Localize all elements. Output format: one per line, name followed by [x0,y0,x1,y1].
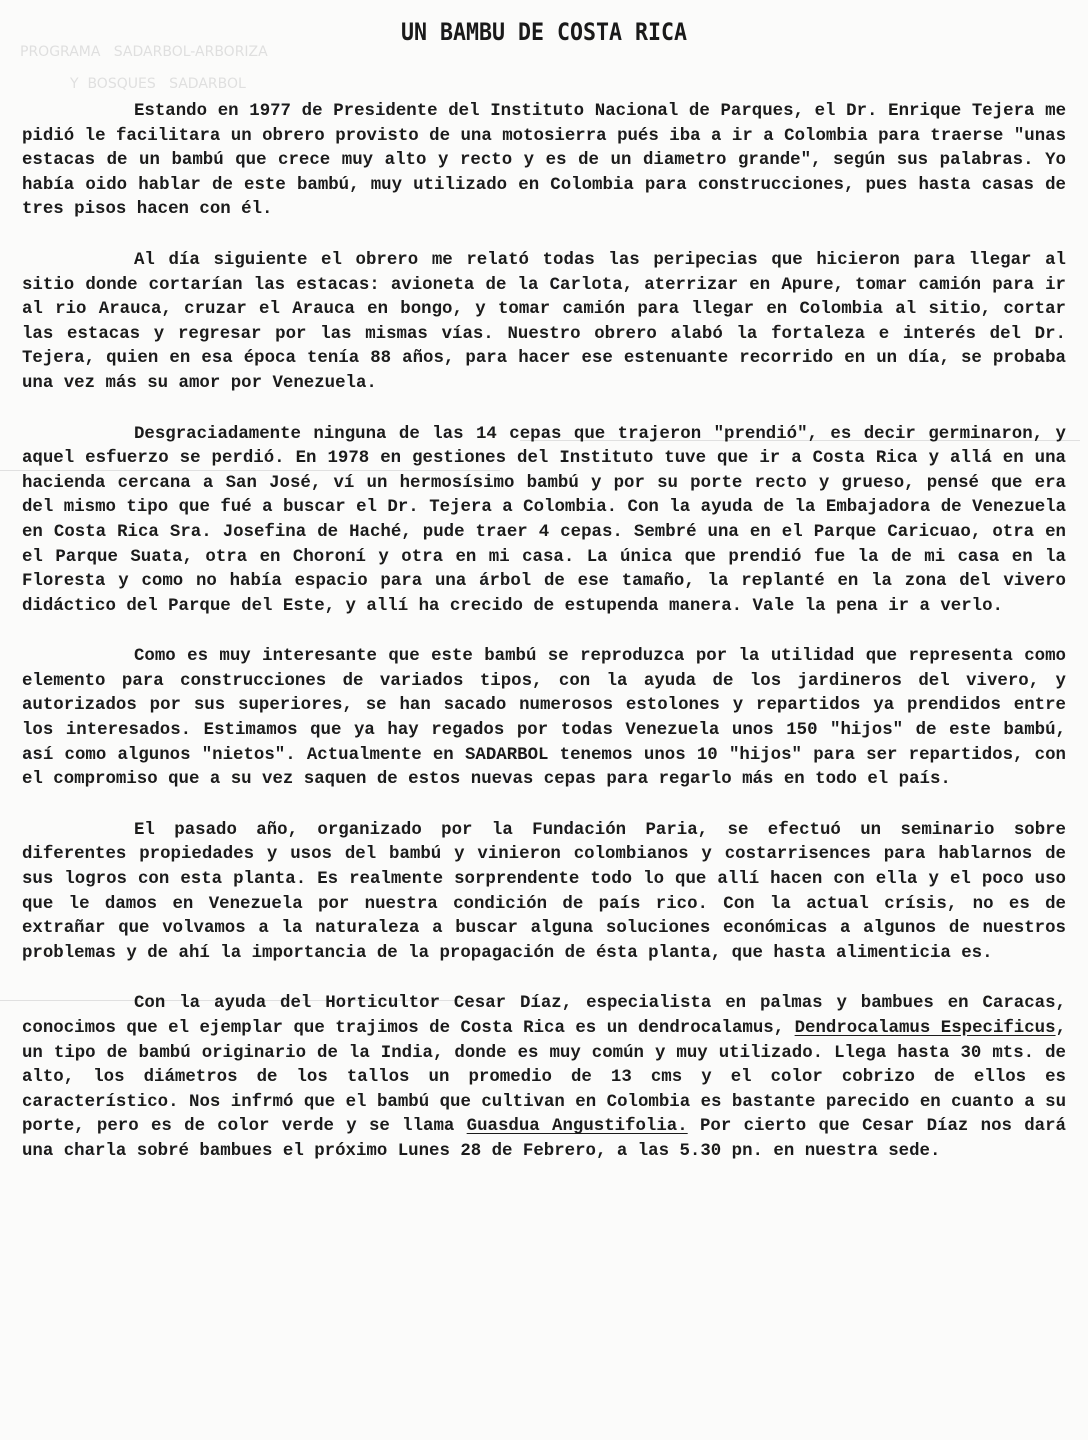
paragraph-text: Por cierto que Cesar Díaz nos dará una charla sobré bambues el próximo Lunes 28 de Febrero, a las 5.30 pn. en nuestra sede. [22,1117,1066,1161]
paragraph: Al día siguiente el obrero me relató todas las peripecias que hicieron para llegar al sitio donde cortarían las estacas: avioneta de la Carlota, aterrizar en Apure, tomar camión para ir al rio Arauca, cruzar el Arauca en bongo, y tomar camión para llegar en Colombia al sitio, cortar las estacas y regresar por las mismas vías. Nuestro obrero alabó la fortaleza e interés del Dr. Tejera, quien en esa época tenía 88 años, para hacer ese estenuante recorrido en un día, se probaba una vez más su amor por Venezuela. [22,250,1066,393]
paragraph: El pasado año, organizado por la Fundación Paria, se efectuó un seminario sobre diferentes propiedades y usos del bambú y vinieron colombianos y costarrisences para hablarnos de sus logros con esta planta. Es realmente sorprendente todo lo que allí hacen con ella y el poco uso que le damos en Venezuela por nuestra condición de país rico. Con la actual crísis, no es de extrañar que volvamos a la naturaleza a buscar alguna soluciones económicas a algunos de nuestros problemas y de ahí la importancia de la propagación de ésta planta, que hasta alimenticia es. [22,820,1066,963]
paragraph: Desgraciadamente ninguna de las 14 cepas que trajeron "prendió", es decir germinaron, y aquel esfuerzo se perdió. En 1978 en gestiones del Instituto tuve que ir a Costa Rica y allá en una hacienda cercana a San José, ví un hermosísimo bambú y por su porte recto y grueso, pensé que era del mismo tipo que fué a buscar el Dr. Tejera a Colombia. Con la ayuda de la Embajadora de Venezuela en Costa Rica Sra. Josefina de Haché, pude traer 4 cepas. Sembré una en el Parque Caricuao, otra en el Parque Suata, otra en Choroní y otra en mi casa. La única que prendió fue la de mi casa en la Floresta y como no había espacio para una árbol de ese tamaño, la replanté en la zona del vivero didáctico del Parque del Este, y allí ha crecido de estupenda manera. Vale la pena ir a verlo. [22,424,1066,616]
paragraph-text: Con la ayuda del Horticultor Cesar Díaz, especialista en palmas y bambues en Caracas, conocimos que el ejemplar que trajimos de Costa Rica es un dendrocalamus, [22,994,1066,1038]
paragraph: Estando en 1977 de Presidente del Instituto Nacional de Parques, el Dr. Enrique Tejera me pidió le facilitara un obrero provisto de una motosierra pués iba a ir a Colombia para traerse "unas estacas de un bambú que crece muy alto y recto y es de un diametro grande", según sus palabras. Yo había oido hablar de este bambú, muy utilizado en Colombia para construcciones, pues hasta casas de tres pisos hacen con él. [22,102,1066,220]
paragraph-final [22,992,1066,1164]
bleed-through-text: Y BOSQUES SADARBOL [70,76,246,92]
paragraph: Como es muy interesante que este bambú se reproduzca por la utilidad que representa como elemento para construcciones de variados tipos, con la ayuda de los jardineros del vivero, y autorizados por sus superiores, se han sacado numerosos estolones y repartidos ya prendidos entre los interesados. Estimamos que ya hay regados por todas Venezuela unos 150 "hijos" de este bambú, así como algunos "nietos". Actualmente en SADARBOL tenemos unos 10 "hijos" para ser repartidos, con el compromiso que a su vez saquen de estos nuevas cepas para regarlo más en todo el país. [22,647,1066,790]
page-title: UN BAMBU DE COSTA RICA [400,18,688,46]
species-name-underlined: Dendrocalamus Especificus [794,1019,1056,1038]
paragraph-text: , un tipo de bambú originario de la India, donde es muy común y muy utilizado. Llega hasta 30 mts. de alto, los diámetros de los tallos un promedio de 13 cms y el color cobrizo de ellos es característico. Nos infrmó que el bambú que cultivan en Colombia es bastante parecido en cuanto a su porte, pero es de color verde y se llama [22,1019,1066,1137]
species-name-underlined: Guasdua Angustifolia. [466,1117,688,1137]
article-body [22,100,1066,1191]
bleed-through-text: PROGRAMA SADARBOL-ARBORIZA [20,44,268,60]
